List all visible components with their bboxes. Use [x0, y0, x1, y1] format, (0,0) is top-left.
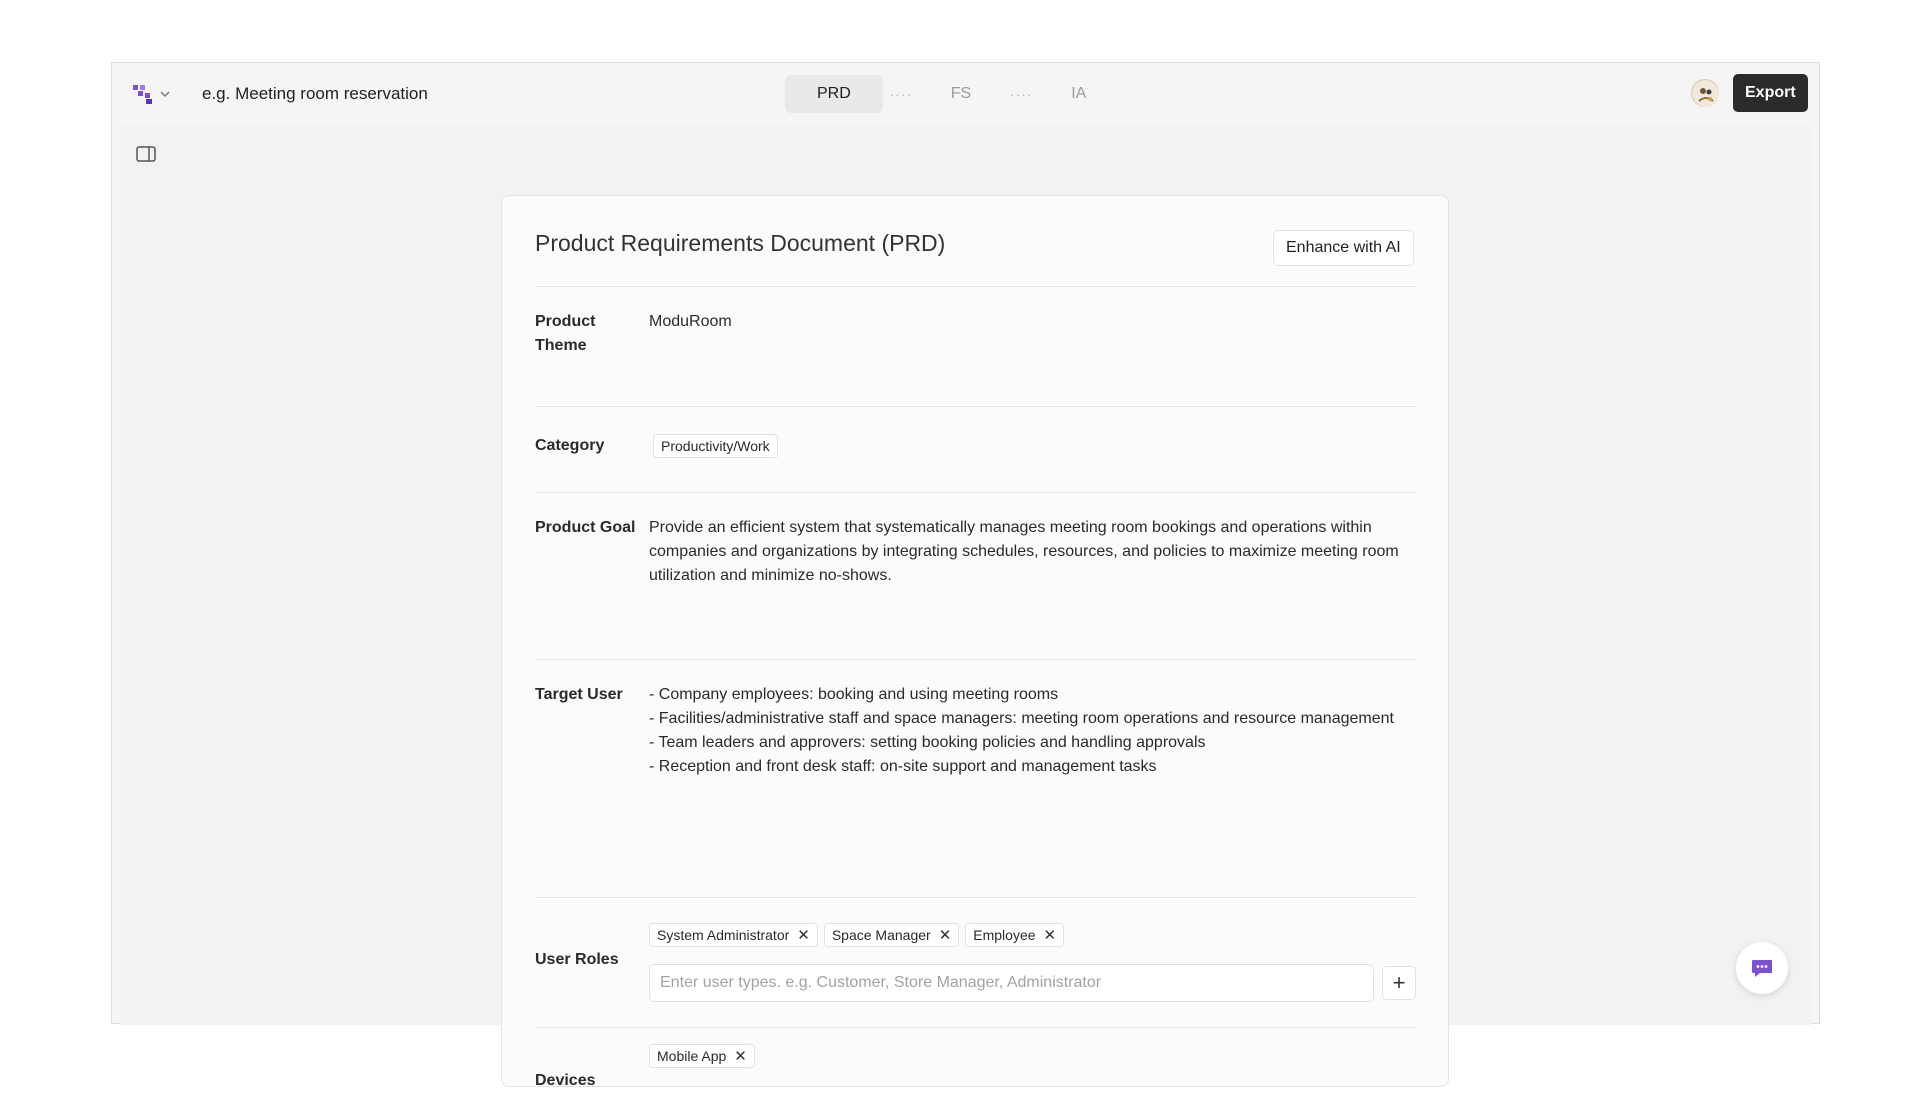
doc-tabs — [785, 75, 1118, 113]
user-roles-label: User Roles — [535, 951, 619, 968]
tab-prd[interactable]: PRD — [785, 75, 883, 113]
divider — [535, 897, 1417, 898]
user-avatar[interactable] — [1691, 79, 1719, 107]
prd-document-card — [501, 195, 1449, 1087]
tab-separator: ···· — [1009, 86, 1033, 102]
project-title[interactable]: e.g. Meeting room reservation — [202, 84, 428, 103]
devices-label: Devices — [535, 1072, 596, 1089]
workspace — [121, 125, 1811, 1089]
divider — [535, 492, 1417, 493]
close-icon[interactable]: ✕ — [797, 927, 810, 944]
app-window — [111, 62, 1820, 1089]
category-label: Category — [535, 437, 605, 454]
target-user-label: Target User — [535, 686, 623, 703]
product-theme-value[interactable]: ModuRoom — [649, 313, 732, 330]
role-chip-label: Employee — [973, 927, 1036, 943]
user-roles-chip-row — [649, 923, 1070, 947]
category-chip-row — [653, 434, 784, 458]
top-bar — [112, 63, 1819, 125]
divider — [535, 406, 1417, 407]
role-chip[interactable] — [649, 923, 818, 947]
add-role-button[interactable] — [1382, 966, 1416, 1000]
role-chip-label: System Administrator — [657, 927, 790, 943]
target-user-value[interactable]: - Company employees: booking and using meeting rooms - Facilities/administrative staff and space managers: meeting room operations and resource management - Team leaders and approvers: setting booking policies and handling approvals - Reception and front desk staff: on-site support and management tasks — [649, 686, 1394, 775]
export-button[interactable]: Export — [1733, 74, 1808, 112]
user-roles-input[interactable] — [649, 964, 1374, 1002]
role-chip[interactable] — [824, 923, 959, 947]
product-theme-label: Product Theme — [535, 313, 596, 354]
close-icon[interactable]: ✕ — [1043, 927, 1057, 944]
divider — [535, 659, 1417, 660]
device-chip-label: Mobile App — [657, 1048, 727, 1064]
plus-icon: + — [1392, 970, 1406, 995]
sidebar-toggle-icon[interactable] — [136, 145, 156, 163]
divider — [535, 286, 1417, 287]
chat-button[interactable] — [1736, 942, 1788, 994]
product-goal-label: Product Goal — [535, 519, 636, 536]
chat-bubble-icon — [1750, 956, 1774, 980]
role-chip[interactable] — [965, 923, 1064, 947]
devices-chip-row — [649, 1044, 761, 1068]
close-icon[interactable]: ✕ — [734, 1048, 747, 1065]
role-chip-label: Space Manager — [831, 927, 931, 943]
device-chip[interactable] — [649, 1044, 755, 1068]
enhance-with-ai-button[interactable]: Enhance with AI — [1273, 230, 1414, 266]
category-chip[interactable]: Productivity/Work — [653, 434, 778, 458]
product-goal-value[interactable]: Provide an efficient system that systematically manages meeting room bookings and operations within companies and organizations by integrating schedules, resources, and policies to maximize meeting room utilization and minimize no-shows. — [649, 519, 1399, 584]
document-title: Product Requirements Document (PRD) — [535, 230, 946, 256]
chevron-down-icon[interactable] — [158, 87, 172, 101]
close-icon[interactable]: ✕ — [938, 927, 952, 944]
tab-ia[interactable]: IA — [1071, 85, 1087, 102]
tab-separator: ···· — [889, 86, 913, 102]
tab-fs[interactable]: FS — [950, 85, 972, 102]
divider — [535, 1027, 1417, 1028]
avatar-icon — [1692, 80, 1720, 108]
app-logo-icon[interactable] — [132, 83, 154, 105]
